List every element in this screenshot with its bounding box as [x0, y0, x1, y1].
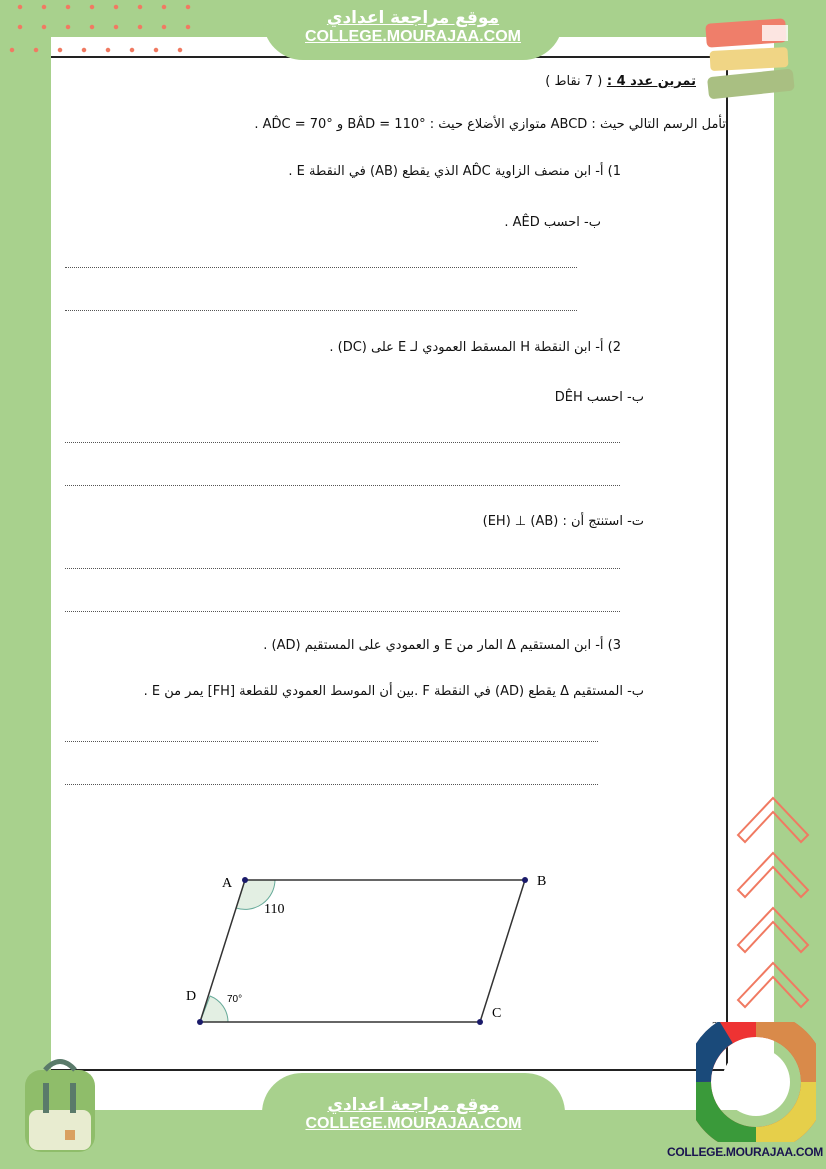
parallelogram-figure [180, 860, 580, 1040]
decor-dots [8, 4, 198, 10]
answer-line[interactable] [65, 611, 620, 612]
header-site-url[interactable]: COLLEGE.MOURAJAA.COM [305, 28, 521, 45]
header-banner [263, 0, 563, 60]
question-2a: 2) أ- ابن النقطة H المسقط العمودي لـ E على (DC) . [329, 340, 621, 355]
decor-dots [8, 24, 198, 30]
answer-line[interactable] [65, 310, 577, 311]
answer-line[interactable] [65, 741, 598, 742]
angle-d-label: 70° [227, 994, 243, 1005]
answer-line[interactable] [65, 485, 620, 486]
exercise-points: ( 7 نقاط ) [545, 74, 603, 89]
chevrons-decor-icon [733, 790, 813, 1030]
question-3a: 3) أ- ابن المستقيم Δ المار من E و العمودي على المستقيم (AD) . [263, 638, 621, 653]
books-icon [700, 15, 800, 100]
question-1b: ب- احسب AÊD . [504, 215, 601, 230]
exercise-heading [545, 74, 696, 89]
question-2c: ت- استنتج أن : (AB) ⊥ (EH) [482, 514, 644, 529]
footer-site-url[interactable]: COLLEGE.MOURAJAA.COM [305, 1115, 522, 1132]
answer-line[interactable] [65, 442, 620, 443]
question-2b: ب- احسب DÊH [554, 390, 644, 405]
question-3b: ب- المستقيم Δ يقطع (AD) في النقطة F .بين أن الموسط العمودي للقطعة [FH] يمر من E . [143, 684, 644, 699]
vertex-c-label: C [492, 1006, 502, 1021]
footer-site-name: موقع مراجعة اعدادي [327, 1095, 500, 1115]
header-site-name: موقع مراجعة اعدادي [326, 8, 500, 28]
vertex-d-label: D [186, 989, 197, 1004]
backpack-icon [15, 1055, 115, 1155]
exercise-intro: تأمل الرسم التالي حيث : ABCD متوازي الأضلاع حيث : BÂD = 110° و AD̂C = 70° . [254, 117, 726, 132]
brand-url[interactable]: COLLEGE.MOURAJAA.COM [667, 1145, 824, 1159]
answer-line[interactable] [65, 784, 598, 785]
vertex-a-label: A [222, 876, 233, 891]
angle-a-label: 110 [264, 902, 285, 917]
answer-line[interactable] [65, 568, 620, 569]
vertex-b-label: B [537, 874, 547, 889]
question-1a: 1) أ- ابن منصف الزاوية AD̂C الذي يقطع (AB) في النقطة E . [288, 164, 621, 179]
subjects-wheel-logo [696, 1022, 816, 1142]
decor-dots [0, 47, 190, 53]
page-number: 3 [712, 1020, 718, 1032]
exercise-title: تمرين عدد 4 : [606, 74, 696, 89]
footer-banner [262, 1073, 565, 1169]
answer-line[interactable] [65, 267, 577, 268]
